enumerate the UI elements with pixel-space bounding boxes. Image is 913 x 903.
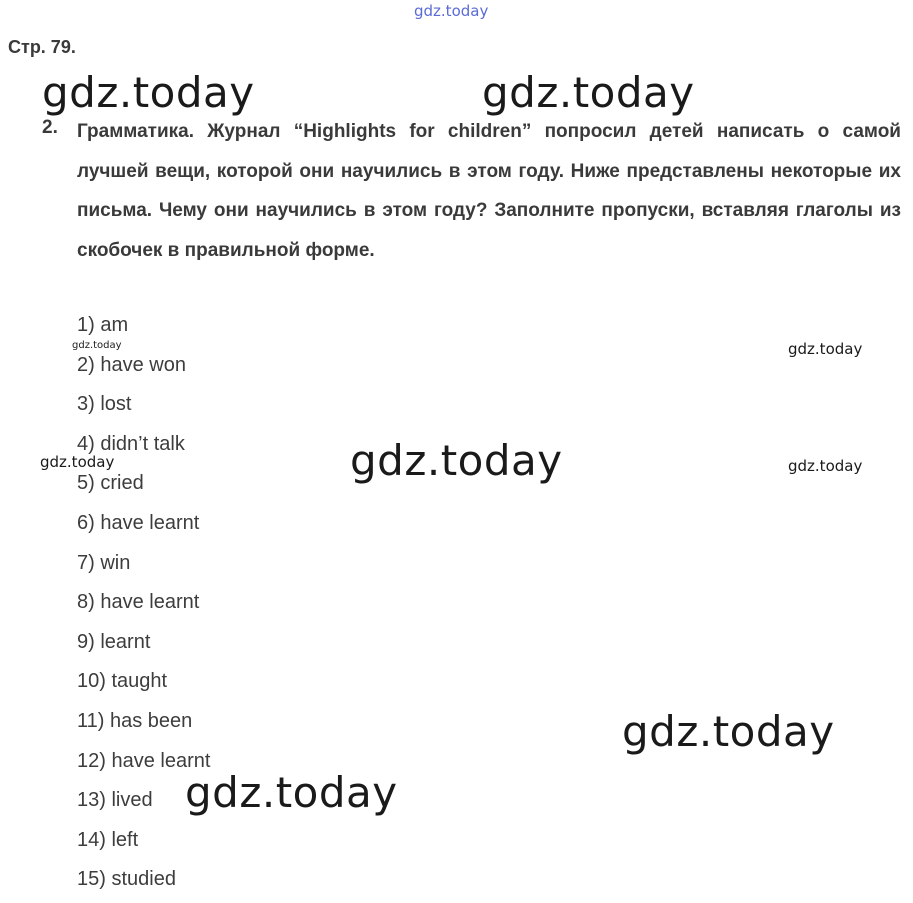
watermark-small: gdz.today — [788, 340, 863, 358]
watermark-large: gdz.today — [482, 68, 695, 117]
task-instructions: Грамматика. Журнал “Highlights for children” попросил детей написать о самой лучшей вещи, которой они научились в этом году. Ниже представлены некоторые их письма. Чему они научились в этом году? Заполните пропуски, вставляя глаголы из скобочек в правильной форме. — [77, 121, 901, 261]
answer-item: 4) didn’t talk — [77, 432, 185, 455]
page-label: Стр. 79. — [8, 37, 76, 57]
answer-item: 12) have learnt — [77, 749, 211, 772]
answer-item: 15) studied — [77, 868, 176, 891]
answer-item: 5) cried — [77, 472, 144, 495]
watermark-small: gdz.today — [788, 457, 863, 475]
answer-item: 2) have won — [77, 353, 186, 376]
answer-item: 7) win — [77, 551, 131, 574]
answer-item: 1) am — [77, 314, 129, 336]
answer-item: 9) learnt — [77, 630, 151, 653]
answer-item: 6) have learnt — [77, 511, 200, 534]
watermark-large: gdz.today — [350, 436, 563, 485]
answer-item: 3) lost — [77, 393, 132, 416]
answer-item: 8) have learnt — [77, 591, 200, 614]
watermark-large: gdz.today — [622, 707, 835, 756]
watermark-large: gdz.today — [42, 68, 255, 117]
watermark-small: gdz.today — [40, 453, 115, 471]
answer-item: 13) lived — [77, 789, 153, 812]
answer-item: 10) taught — [77, 670, 168, 693]
task-number: 2. — [42, 117, 58, 138]
answer-item: 14) left — [77, 828, 139, 851]
watermark-top: gdz.today — [414, 2, 489, 20]
watermark-small: gdz.today — [72, 340, 122, 351]
watermark-large: gdz.today — [185, 768, 398, 817]
answer-item: 11) has been — [77, 709, 193, 732]
